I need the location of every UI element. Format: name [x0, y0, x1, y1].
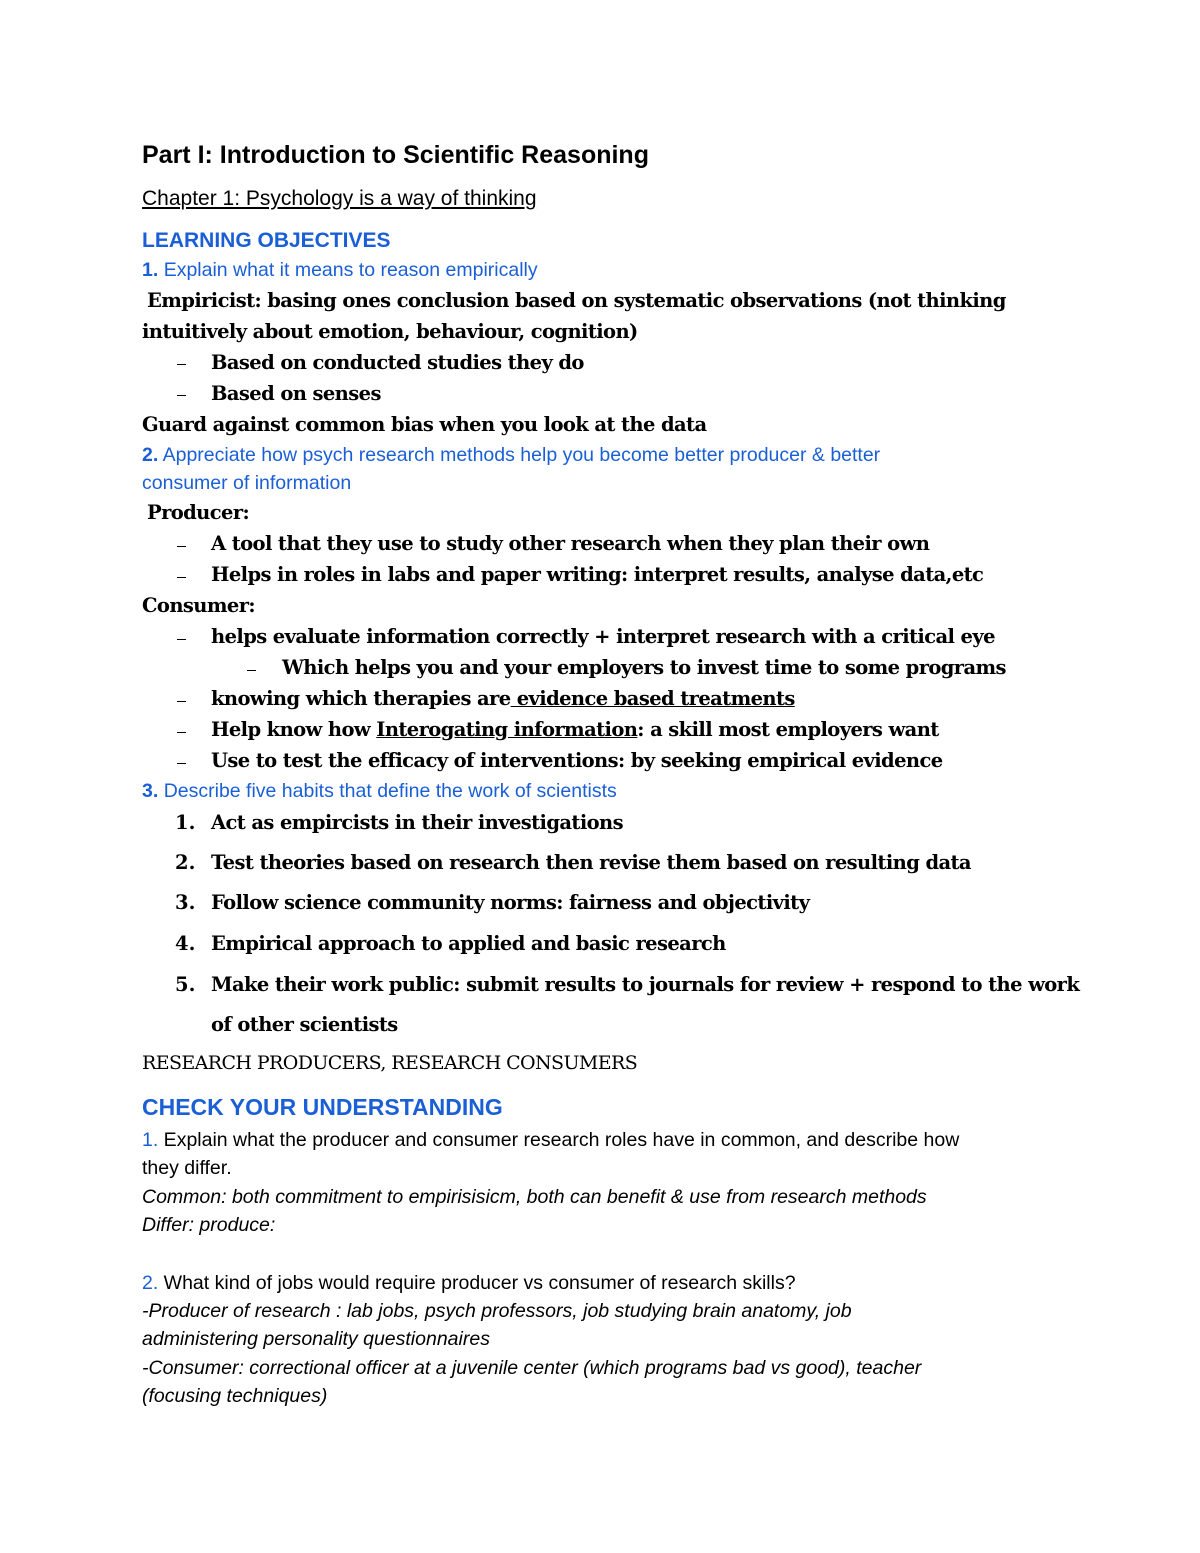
objective-3 [142, 780, 617, 803]
habit-item: Make their work public: submit results to journals for review + respond to the work [211, 973, 1080, 996]
answer-2-line-2: administering personality questionnaires [142, 1328, 490, 1350]
habit-number: 2. [175, 851, 196, 874]
habit-item: Act as empircists in their investigations [211, 811, 623, 834]
objective-2-text-line-1: Appreciate how psych research methods help you become better producer & better [162, 444, 881, 466]
objective-1-number: 1. [142, 259, 159, 281]
objective-1 [142, 259, 538, 282]
answer-1-common: Common: both commitment to empirisisicm, both can benefit & use from research methods [142, 1186, 927, 1208]
empiricist-definition-line-2: intuitively about emotion, behaviour, cognition) [142, 320, 638, 343]
producer-label: Producer: [147, 501, 250, 524]
producer-bullet-1: A tool that they use to study other research when they plan their own [211, 532, 930, 555]
question-1 [142, 1129, 959, 1152]
objective-3-text: Describe five habits that define the work of scientists [163, 780, 617, 802]
bullet-dash [177, 364, 186, 365]
bullet-dash [177, 732, 186, 733]
bullet-dash [177, 577, 186, 578]
question-1-number: 1. [142, 1129, 159, 1151]
question-1-text: Explain what the producer and consumer research roles have in common, and describe how [158, 1129, 960, 1151]
obj1-bullet-2: Based on senses [211, 382, 381, 405]
bullet-dash [177, 639, 186, 640]
chapter-title: Chapter 1: Psychology is a way of thinking [142, 187, 537, 210]
consumer-bullet-3-text: Help know how [211, 718, 377, 741]
bullet-dash [177, 701, 186, 702]
question-2-text: What kind of jobs would require producer vs consumer of research skills? [158, 1272, 796, 1294]
obj1-bullet-1: Based on conducted studies they do [211, 351, 584, 374]
bullet-dash [177, 763, 186, 764]
answer-1-differ: Differ: produce: [142, 1214, 276, 1236]
bullet-dash [177, 546, 186, 547]
section-caps-heading: RESEARCH PRODUCERS, RESEARCH CONSUMERS [142, 1052, 638, 1074]
habit-number: 4. [175, 932, 196, 955]
consumer-sub-bullet: Which helps you and your employers to invest time to some programs [282, 656, 1006, 679]
consumer-bullet-3-rest: : a skill most employers want [637, 718, 939, 741]
question-2-number: 2. [142, 1272, 159, 1294]
answer-2-line-3: -Consumer: correctional officer at a juvenile center (which programs bad vs good), teacher [142, 1357, 922, 1379]
objective-1-text: Explain what it means to reason empirically [163, 259, 538, 281]
answer-2-line-1: -Producer of research : lab jobs, psych professors, job studying brain anatomy, job [142, 1300, 852, 1322]
habit-item: Empirical approach to applied and basic research [211, 932, 726, 955]
producer-bullet-2: Helps in roles in labs and paper writing: interpret results, analyse data,etc [211, 563, 984, 586]
bullet-dash [247, 670, 256, 671]
evidence-based-treatments: evidence based treatments [510, 687, 795, 710]
habit-number: 1. [175, 811, 196, 834]
objective-3-number: 3. [142, 780, 159, 802]
interogating-information: Interogating information [376, 718, 638, 741]
consumer-bullet-2-text: knowing which therapies are [211, 687, 511, 710]
objective-2-number: 2. [142, 444, 159, 466]
consumer-bullet-2 [211, 687, 795, 710]
consumer-bullet-4: Use to test the efficacy of interventions: by seeking empirical evidence [211, 749, 943, 772]
learning-objectives-heading: LEARNING OBJECTIVES [142, 229, 391, 252]
habit-number: 3. [175, 891, 196, 914]
question-1-line-2: they differ. [142, 1157, 232, 1179]
consumer-bullet-3 [211, 718, 939, 741]
answer-2-line-4: (focusing techniques) [142, 1385, 328, 1407]
check-understanding-heading: CHECK YOUR UNDERSTANDING [142, 1094, 503, 1120]
obj1-closing: Guard against common bias when you look at the data [142, 413, 707, 436]
consumer-bullet-1: helps evaluate information correctly + interpret research with a critical eye [211, 625, 995, 648]
part-title: Part I: Introduction to Scientific Reasoning [142, 141, 649, 169]
habit-item: Follow science community norms: fairness and objectivity [211, 891, 810, 914]
habit-number: 5. [175, 973, 196, 996]
objective-2-text-line-2: consumer of information [142, 472, 352, 494]
question-2 [142, 1272, 796, 1295]
consumer-label: Consumer: [142, 594, 255, 617]
habit-item-5-continuation: of other scientists [211, 1013, 398, 1036]
habit-item: Test theories based on research then revise them based on resulting data [211, 851, 971, 874]
objective-2 [142, 444, 880, 467]
empiricist-definition-line-1: Empiricist: basing ones conclusion based on systematic observations (not thinking [147, 289, 1006, 312]
bullet-dash [177, 395, 186, 396]
